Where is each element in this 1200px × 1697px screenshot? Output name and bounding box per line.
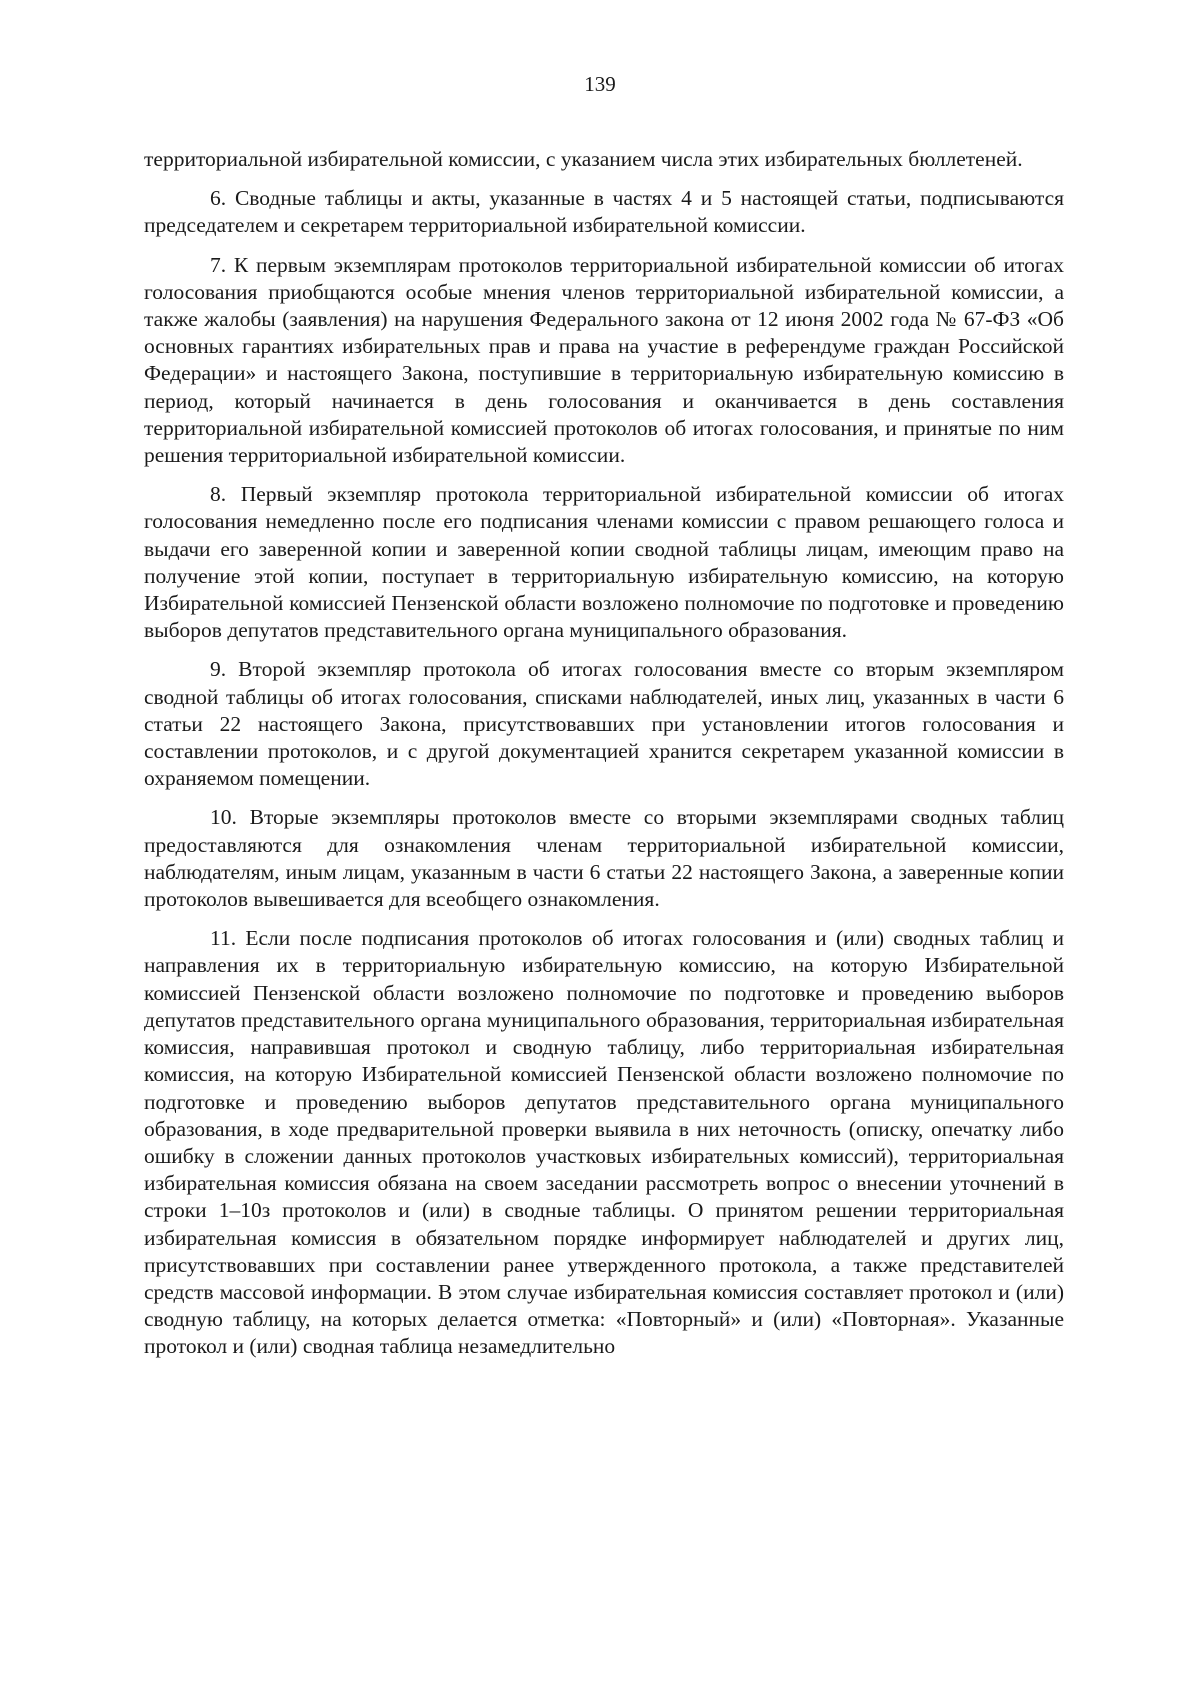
paragraph-10: 10. Вторые экземпляры протоколов вместе со вторыми экземплярами сводных таблиц предоставляются для ознакомления членам территориальной избирательной комиссии, наблюдателям, иным лицам, указанным в части 6 статьи 22 настоящего Закона, а заверенные копии протоколов вывешивается для всеобщего ознакомления. (144, 805, 1064, 912)
document-body (144, 146, 1064, 1373)
paragraph-11: 11. Если после подписания протоколов об итогах голосования и (или) сводных таблиц и направления их в территориальную избирательную комиссию, на которую Избирательной комиссией Пензенской области возложено полномочие по подготовке и проведению выборов депутатов представительного органа муниципального образования, территориальная избирательная комиссия, направившая протокол и сводную таблицу, либо территориальная избирательная комиссия, на которую Избирательной комиссией Пензенской области возложено полномочие по подготовке и проведению выборов депутатов представительного органа муниципального образования, в ходе предварительной проверки выявила в них неточность (описку, опечатку либо ошибку в сложении данных протоколов участковых избирательных комиссий), территориальная избирательная комиссия обязана на своем заседании рассмотреть вопрос о внесении уточнений в строки 1–10з протоколов и (или) в сводные таблицы. О принятом решении территориальная избирательная комиссия в обязательном порядке информирует наблюдателей и других лиц, присутствовавших при составлении ранее утвержденного протокола, а также представителей средств массовой информации. В этом случае избирательная комиссия составляет протокол и (или) сводную таблицу, на которых делается отметка: «Повторный» и (или) «Повторная». Указанные протокол и (или) сводная таблица незамедлительно (144, 926, 1064, 1359)
paragraph-7: 7. К первым экземплярам протоколов территориальной избирательной комиссии об итогах голосования приобщаются особые мнения членов территориальной избирательной комиссии, а также жалобы (заявления) на нарушения Федерального закона от 12 июня 2002 года № 67-ФЗ «Об основных гарантиях избирательных прав и права на участие в референдуме граждан Российской Федерации» и настоящего Закона, поступившие в территориальную избирательную комиссию в период, который начинается в день голосования и оканчивается в день составления территориальной избирательной комиссией протоколов об итогах голосования, и принятые по ним решения территориальной избирательной комиссии. (144, 252, 1064, 468)
paragraph-9: 9. Второй экземпляр протокола об итогах голосования вместе со вторым экземпляром сводной таблицы об итогах голосования, списками наблюдателей, иных лиц, указанных в части 6 статьи 22 настоящего Закона, присутствовавших при установлении итогов голосования и составлении протоколов, и с другой документацией хранится секретарем указанной комиссии в охраняемом помещении. (144, 657, 1064, 791)
page-number: 139 (584, 72, 616, 96)
paragraph-6: 6. Сводные таблицы и акты, указанные в частях 4 и 5 настоящей статьи, подписываются председателем и секретарем территориальной избирательной комиссии. (144, 186, 1064, 238)
paragraph-continuation: территориальной избирательной комиссии, с указанием числа этих избирательных бюллетеней. (144, 147, 1023, 171)
paragraph-8: 8. Первый экземпляр протокола территориальной избирательной комиссии об итогах голосования немедленно после его подписания членами комиссии с правом решающего голоса и выдачи его заверенной копии и заверенной копии сводной таблицы лицам, имеющим право на получение этой копии, поступает в территориальную избирательную комиссию, на которую Избирательной комиссией Пензенской области возложено полномочие по подготовке и проведению выборов депутатов представительного органа муниципального образования. (144, 482, 1064, 643)
